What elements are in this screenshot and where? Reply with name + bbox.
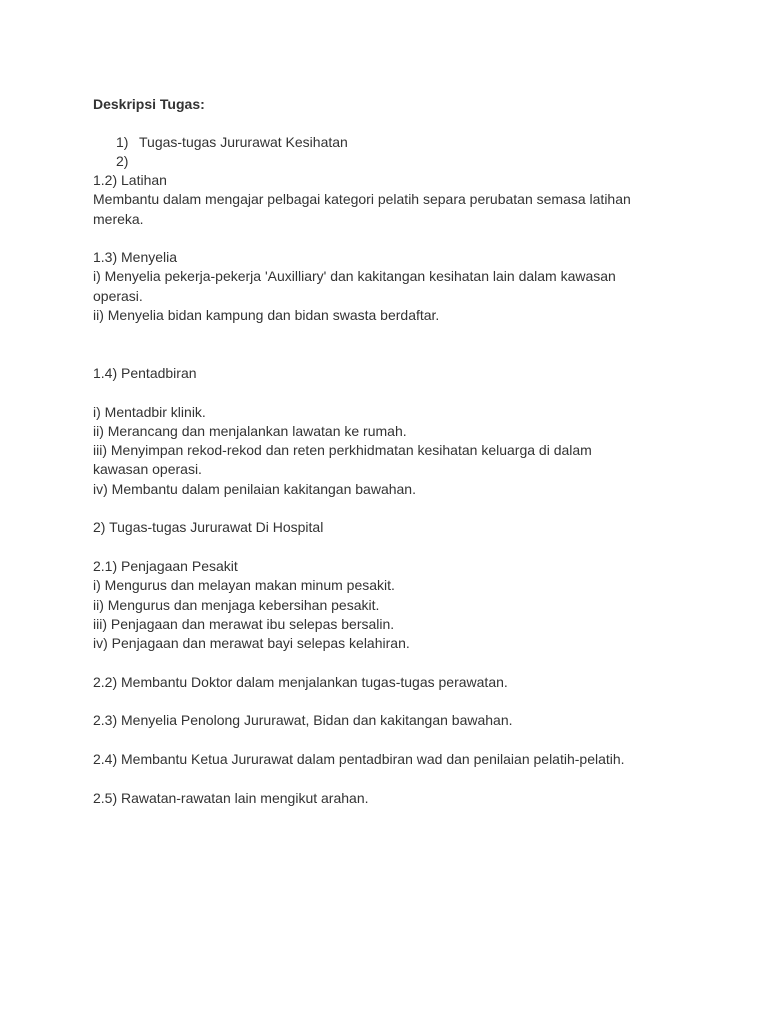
text-line: i) Mengurus dan melayan makan minum pesakit. [93, 577, 395, 594]
blank-line [93, 345, 693, 364]
text-line: 2.3) Menyelia Penolong Jururawat, Bidan dan kakitangan bawahan. [93, 712, 513, 729]
text-line: operasi. [93, 287, 143, 304]
text-line: 2.4) Membantu Ketua Jururawat dalam pentadbiran wad dan penilaian pelatih-pelatih. [93, 750, 625, 767]
numbered-list [93, 133, 693, 171]
text-line: Membantu dalam mengajar pelbagai kategori pelatih separa perubatan semasa latihan [93, 191, 631, 208]
text-line: ii) Merancang dan menjalankan lawatan ke rumah. [93, 422, 407, 439]
document-heading: Deskripsi Tugas: [93, 96, 205, 112]
blank-line [93, 538, 693, 557]
blank-line [93, 325, 693, 344]
text-line: i) Mentadbir klinik. [93, 403, 206, 420]
text-line: ii) Menyelia bidan kampung dan bidan swasta berdaftar. [93, 307, 440, 324]
blank-line [93, 731, 693, 750]
text-line: ii) Mengurus dan menjaga kebersihan pesakit. [93, 596, 380, 613]
text-line: iii) Menyimpan rekod-rekod dan reten perkhidmatan kesihatan keluarga di dalam [93, 442, 592, 459]
text-line: iii) Penjagaan dan merawat ibu selepas bersalin. [93, 615, 395, 632]
list-item-text: Tugas-tugas Jururawat Kesihatan [139, 134, 348, 150]
text-line: 2.5) Rawatan-rawatan lain mengikut arahan. [93, 789, 369, 806]
list-item-number: 2) [116, 153, 129, 169]
text-line: 2) Tugas-tugas Jururawat Di Hospital [93, 519, 324, 536]
blank-line [93, 653, 693, 672]
text-line: 1.2) Latihan [93, 172, 167, 188]
text-line: 2.2) Membantu Doktor dalam menjalankan tugas-tugas perawatan. [93, 673, 508, 690]
text-line: 1.4) Pentadbiran [93, 364, 197, 381]
blank-line [93, 383, 693, 402]
list-item [93, 152, 693, 171]
text-line: 2.1) Penjagaan Pesakit [93, 557, 238, 574]
blank-line [93, 769, 693, 788]
blank-line [93, 229, 693, 248]
text-line: i) Menyelia pekerja-pekerja 'Auxilliary' dan kakitangan kesihatan lain dalam kawasan [93, 268, 616, 285]
blank-line [93, 499, 693, 518]
list-item [93, 133, 693, 152]
text-line: 1.3) Menyelia [93, 249, 178, 266]
document-page [93, 95, 693, 808]
document-body [93, 171, 693, 808]
text-line: iv) Penjagaan dan merawat bayi selepas kelahiran. [93, 635, 410, 652]
text-line: iv) Membantu dalam penilaian kakitangan bawahan. [93, 480, 416, 497]
list-item-number: 1) [116, 134, 129, 150]
text-line: kawasan operasi. [93, 461, 202, 478]
blank-line [93, 692, 693, 711]
text-line: mereka. [93, 210, 144, 227]
